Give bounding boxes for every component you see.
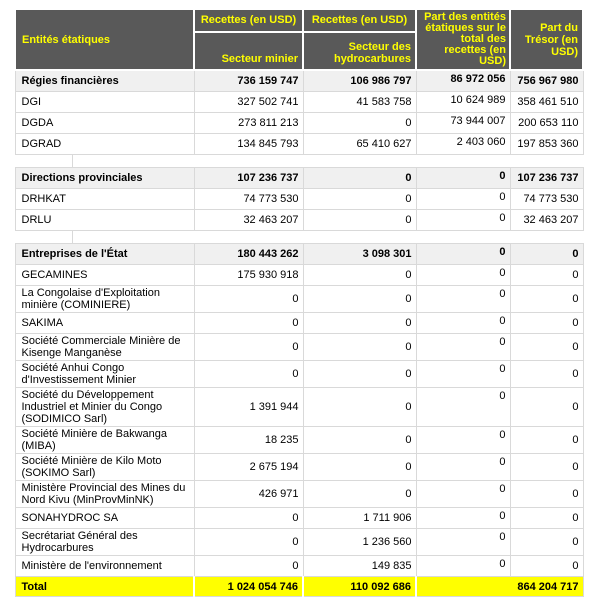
table-row <box>15 481 583 508</box>
tresor-value-cell: 0 <box>510 529 583 556</box>
entity-name-cell: Ministère Provincial des Mines du Nord Kivu (MinProvMinNK) <box>15 481 194 508</box>
hydro-value-cell: 1 236 560 <box>303 529 416 556</box>
part-value-cell: 0 <box>416 556 510 577</box>
entity-name-cell: Société Anhui Congo d'Investissement Minier <box>15 361 194 388</box>
hydro-value-cell: 106 986 797 <box>303 70 416 92</box>
hydro-value-cell: 0 <box>303 388 416 427</box>
entity-name-cell: La Congolaise d'Exploitation minière (COMINIERE) <box>15 286 194 313</box>
table-row <box>15 454 583 481</box>
tresor-value-cell: 0 <box>510 481 583 508</box>
table-row <box>15 265 583 286</box>
hydro-value-cell: 1 711 906 <box>303 508 416 529</box>
part-value-cell: 0 <box>416 210 510 231</box>
hydro-value-cell: 0 <box>303 265 416 286</box>
table-row <box>15 113 583 134</box>
minier-value-cell: 1 391 944 <box>194 388 303 427</box>
hydro-value-cell: 0 <box>303 168 416 189</box>
entity-name-cell: Directions provinciales <box>15 168 194 189</box>
tresor-value-cell: 197 853 360 <box>510 134 583 155</box>
separator-row <box>15 231 583 244</box>
entity-name-cell: GECAMINES <box>15 265 194 286</box>
entity-name-cell: Secrétariat Général des Hydrocarbures <box>15 529 194 556</box>
table-row <box>15 210 583 231</box>
total-minier-cell: 1 024 054 746 <box>194 577 303 597</box>
hydro-value-cell: 0 <box>303 189 416 210</box>
hydro-value-cell: 0 <box>303 313 416 334</box>
entity-name-cell: SONAHYDROC SA <box>15 508 194 529</box>
minier-value-cell: 18 235 <box>194 427 303 454</box>
entity-name-cell: DGI <box>15 92 194 113</box>
hydro-value-cell: 0 <box>303 481 416 508</box>
separator-stub <box>15 231 73 243</box>
table-row <box>15 244 583 265</box>
minier-value-cell: 2 675 194 <box>194 454 303 481</box>
table-row <box>15 388 583 427</box>
minier-value-cell: 0 <box>194 508 303 529</box>
table-row <box>15 427 583 454</box>
part-value-cell: 0 <box>416 427 510 454</box>
table-row <box>15 361 583 388</box>
entity-name-cell: Entreprises de l'État <box>15 244 194 265</box>
minier-value-cell: 273 811 213 <box>194 113 303 134</box>
table-row <box>15 92 583 113</box>
tresor-value-cell: 0 <box>510 313 583 334</box>
tresor-value-cell: 0 <box>510 427 583 454</box>
minier-value-cell: 74 773 530 <box>194 189 303 210</box>
entity-name-cell: Société Minière de Bakwanga (MIBA) <box>15 427 194 454</box>
tresor-value-cell: 200 653 110 <box>510 113 583 134</box>
entity-name-cell: DRLU <box>15 210 194 231</box>
tresor-value-cell: 74 773 530 <box>510 189 583 210</box>
hydro-value-cell: 65 410 627 <box>303 134 416 155</box>
tresor-value-cell: 0 <box>510 454 583 481</box>
tresor-value-cell: 107 236 737 <box>510 168 583 189</box>
entity-name-cell: Ministère de l'environnement <box>15 556 194 577</box>
tresor-value-cell: 0 <box>510 388 583 427</box>
table-body <box>15 70 583 597</box>
header-entities: Entités étatiques <box>15 9 194 70</box>
tresor-value-cell: 0 <box>510 361 583 388</box>
part-value-cell: 0 <box>416 388 510 427</box>
tresor-value-cell: 0 <box>510 265 583 286</box>
tresor-value-cell: 358 461 510 <box>510 92 583 113</box>
part-value-cell: 0 <box>416 313 510 334</box>
entity-name-cell: Régies financières <box>15 70 194 92</box>
entity-name-cell: SAKIMA <box>15 313 194 334</box>
table-row <box>15 556 583 577</box>
part-value-cell: 0 <box>416 265 510 286</box>
total-tresor-cell: 864 204 717 <box>416 577 583 597</box>
minier-value-cell: 0 <box>194 313 303 334</box>
separator-cell <box>15 231 583 244</box>
table-row <box>15 508 583 529</box>
minier-value-cell: 0 <box>194 334 303 361</box>
table-row <box>15 189 583 210</box>
minier-value-cell: 0 <box>194 529 303 556</box>
separator-stub <box>15 155 73 167</box>
hydro-value-cell: 3 098 301 <box>303 244 416 265</box>
minier-value-cell: 0 <box>194 361 303 388</box>
part-value-cell: 0 <box>416 286 510 313</box>
hydro-value-cell: 0 <box>303 286 416 313</box>
part-value-cell: 86 972 056 <box>416 70 510 92</box>
header-recettes-hydro-group: Recettes (en USD) <box>303 9 416 32</box>
tresor-value-cell: 0 <box>510 244 583 265</box>
minier-value-cell: 327 502 741 <box>194 92 303 113</box>
minier-value-cell: 180 443 262 <box>194 244 303 265</box>
part-value-cell: 0 <box>416 529 510 556</box>
header-part-entites: Part des entités étatiques sur le total des recettes (en USD) <box>416 9 510 70</box>
minier-value-cell: 0 <box>194 556 303 577</box>
table-row <box>15 529 583 556</box>
separator-cell <box>15 155 583 168</box>
part-value-cell: 73 944 007 <box>416 113 510 134</box>
part-value-cell: 0 <box>416 454 510 481</box>
table-row <box>15 70 583 92</box>
hydro-value-cell: 0 <box>303 427 416 454</box>
entity-name-cell: DGDA <box>15 113 194 134</box>
table-row <box>15 134 583 155</box>
part-value-cell: 0 <box>416 244 510 265</box>
entity-name-cell: DGRAD <box>15 134 194 155</box>
hydro-value-cell: 0 <box>303 210 416 231</box>
separator-row <box>15 155 583 168</box>
total-label-cell: Total <box>15 577 194 597</box>
entity-name-cell: Société Commerciale Minière de Kisenge Manganèse <box>15 334 194 361</box>
hydro-value-cell: 0 <box>303 113 416 134</box>
hydro-value-cell: 0 <box>303 334 416 361</box>
tresor-value-cell: 0 <box>510 556 583 577</box>
hydro-value-cell: 149 835 <box>303 556 416 577</box>
entity-name-cell: Société Minière de Kilo Moto (SOKIMO Sarl) <box>15 454 194 481</box>
header-secteur-minier: Secteur minier <box>194 32 303 70</box>
minier-value-cell: 175 930 918 <box>194 265 303 286</box>
entity-name-cell: DRHKAT <box>15 189 194 210</box>
table-row <box>15 577 583 597</box>
tresor-value-cell: 0 <box>510 334 583 361</box>
part-value-cell: 0 <box>416 508 510 529</box>
table-header <box>15 9 583 70</box>
tresor-value-cell: 0 <box>510 508 583 529</box>
tresor-value-cell: 0 <box>510 286 583 313</box>
table-row <box>15 313 583 334</box>
table-row <box>15 168 583 189</box>
part-value-cell: 0 <box>416 481 510 508</box>
table-row <box>15 334 583 361</box>
hydro-value-cell: 0 <box>303 361 416 388</box>
minier-value-cell: 426 971 <box>194 481 303 508</box>
part-value-cell: 10 624 989 <box>416 92 510 113</box>
part-value-cell: 0 <box>416 361 510 388</box>
minier-value-cell: 134 845 793 <box>194 134 303 155</box>
entity-name-cell: Société du Développement Industriel et Minier du Congo (SODIMICO Sarl) <box>15 388 194 427</box>
hydro-value-cell: 0 <box>303 454 416 481</box>
minier-value-cell: 107 236 737 <box>194 168 303 189</box>
total-hydro-cell: 110 092 686 <box>303 577 416 597</box>
header-secteur-hydro: Secteur des hydrocarbures <box>303 32 416 70</box>
header-row-top <box>15 9 583 32</box>
tresor-value-cell: 32 463 207 <box>510 210 583 231</box>
minier-value-cell: 736 159 747 <box>194 70 303 92</box>
table-row <box>15 286 583 313</box>
minier-value-cell: 32 463 207 <box>194 210 303 231</box>
part-value-cell: 2 403 060 <box>416 134 510 155</box>
tresor-value-cell: 756 967 980 <box>510 70 583 92</box>
header-part-tresor: Part du Trésor (en USD) <box>510 9 583 70</box>
revenue-table <box>14 8 584 597</box>
part-value-cell: 0 <box>416 334 510 361</box>
minier-value-cell: 0 <box>194 286 303 313</box>
part-value-cell: 0 <box>416 168 510 189</box>
hydro-value-cell: 41 583 758 <box>303 92 416 113</box>
part-value-cell: 0 <box>416 189 510 210</box>
header-recettes-minier-group: Recettes (en USD) <box>194 9 303 32</box>
